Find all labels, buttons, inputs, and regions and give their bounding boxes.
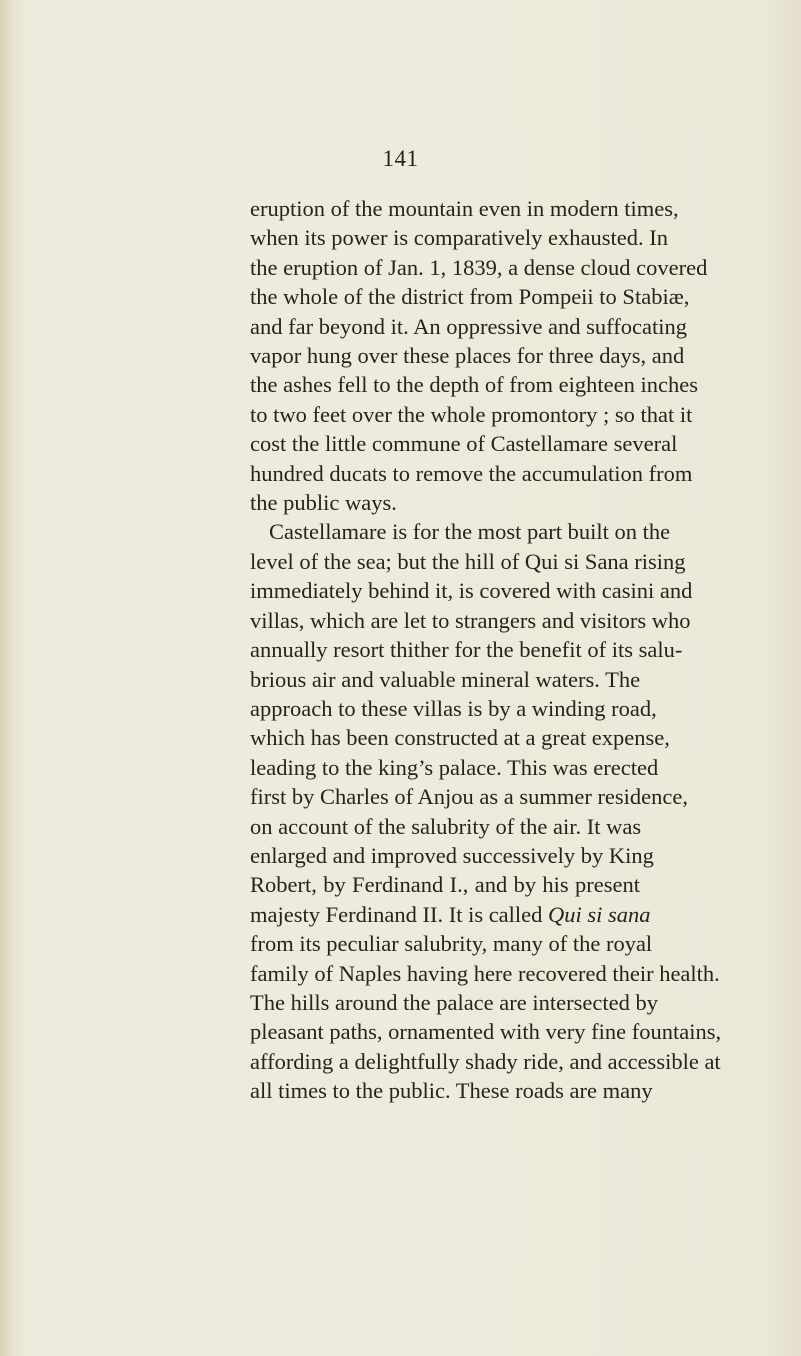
text-line: vapor hung over these places for three days, and xyxy=(250,343,685,369)
text-line: the whole of the district from Pompeii to Stabiæ, xyxy=(250,284,690,310)
text-line: brious air and valuable mineral waters. The xyxy=(250,666,641,692)
italic-phrase: Qui si sana xyxy=(548,901,651,927)
text-line: annually resort thither for the benefit of its salu- xyxy=(250,637,683,663)
text-line: first by Charles of Anjou as a summer residence, xyxy=(250,784,689,810)
text-line: the ashes fell to the depth of from eighteen inches xyxy=(250,372,698,398)
text-line: The hills around the palace are intersected by xyxy=(250,989,658,1015)
text-fragment: majesty Ferdinand II. It is called xyxy=(250,901,543,927)
text-line: on account of the salubrity of the air. It was xyxy=(250,813,642,839)
text-line: approach to these villas is by a winding road, xyxy=(250,695,657,721)
text-line: all times to the public. These roads are many xyxy=(250,1078,653,1104)
text-line: which has been constructed at a great expense, xyxy=(250,725,670,751)
text-line: eruption of the mountain even in modern times, xyxy=(250,196,679,221)
text-line: from its peculiar salubrity, many of the royal xyxy=(250,931,653,957)
text-line: family of Naples having here recovered their health. xyxy=(250,960,720,986)
text-line: leading to the king’s palace. This was erected xyxy=(250,754,659,780)
text-line: pleasant paths, ornamented with very fine fountains, xyxy=(250,1019,722,1045)
text-line: the eruption of Jan. 1, 1839, a dense cloud covered xyxy=(250,254,708,280)
text-line: level of the sea; but the hill of Qui si Sana rising xyxy=(250,548,686,574)
text-line: to two feet over the whole promontory ; so that it xyxy=(250,401,693,427)
text-line: hundred ducats to remove the accumulation from xyxy=(250,460,693,486)
paragraph-2 xyxy=(250,517,722,1105)
text-line: Castellamare is for the most part built on the xyxy=(269,519,671,545)
text-line: immediately behind it, is covered with casini and xyxy=(250,578,693,604)
text-line: enlarged and improved successively by King xyxy=(250,842,654,868)
text-line: villas, which are let to strangers and visitors who xyxy=(250,607,691,633)
page-edge-shadow xyxy=(0,0,14,1356)
text-line: affording a delightfully shady ride, and accessible at xyxy=(250,1048,721,1074)
paragraph-1 xyxy=(250,194,708,517)
text-line-with-italic xyxy=(250,900,651,929)
body-text xyxy=(250,194,722,1106)
page-number: 141 xyxy=(382,146,419,171)
text-line: and far beyond it. An oppressive and suffocating xyxy=(250,313,687,339)
text-line: the public ways. xyxy=(250,490,397,516)
text-line: Robert, by Ferdinand I., and by his present xyxy=(250,872,640,898)
text-line: when its power is comparatively exhausted. In xyxy=(250,225,669,251)
text-line: cost the little commune of Castellamare several xyxy=(250,431,678,457)
